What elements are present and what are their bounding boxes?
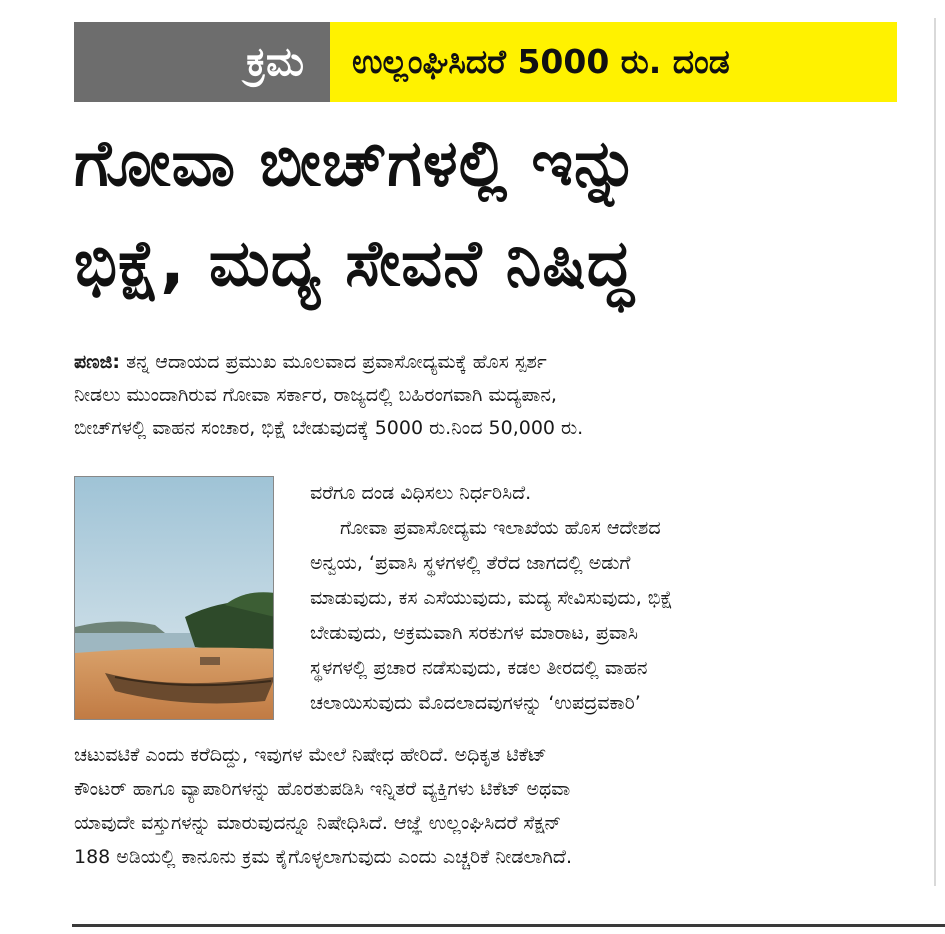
article-line: ವರೆಗೂ ದಂಡ ವಿಧಿಸಲು ನಿರ್ಧರಿಸಿದೆ. [310, 482, 532, 504]
kicker-tag: ಕ್ರಮ [74, 22, 330, 102]
article-line: ಚಲಾಯಿಸುವುದು ಮೊದಲಾದವುಗಳನ್ನು ‘ಉಪದ್ರವಕಾರಿ’ [310, 692, 641, 714]
column-divider [934, 18, 936, 886]
article-line: ಅನ್ವಯ, ‘ಪ್ರವಾಸಿ ಸ್ಥಳಗಳಲ್ಲಿ ತೆರೆದ ಜಾಗದಲ್ಲಿ ಅಡುಗೆ [310, 552, 631, 574]
article-line: ಬೇಡುವುದು, ಅಕ್ರಮವಾಗಿ ಸರಕುಗಳ ಮಾರಾಟ, ಪ್ರವಾಸಿ [310, 622, 638, 644]
article-body-bottom [74, 738, 900, 874]
article-body-top [74, 346, 900, 445]
article-body-wrap [310, 476, 900, 721]
article-line: ಬೀಚ್‌ಗಳಲ್ಲಿ ವಾಹನ ಸಂಚಾರ, ಭಿಕ್ಷೆ ಬೇಡುವುದಕ್ಕೆ 5000 ರು.ನಿಂದ 50,000 ರು. [74, 417, 584, 439]
article-line: ಮಾಡುವುದು, ಕಸ ಎಸೆಯುವುದು, ಮದ್ಯ ಸೇವಿಸುವುದು, ಭಿಕ್ಷೆ [310, 587, 673, 609]
kicker-text: ಉಲ್ಲಂಘಿಸಿದರೆ 5000 ರು. ದಂಡ [330, 22, 897, 102]
article-line [74, 346, 900, 379]
article-line: 188 ಅಡಿಯಲ್ಲಿ ಕಾನೂನು ಕ್ರಮ ಕೈಗೊಳ್ಳಲಾಗುವುದು ಎಂದು ಎಚ್ಚರಿಕೆ ನೀಡಲಾಗಿದೆ. [74, 846, 572, 868]
bottom-divider [72, 924, 945, 927]
article-line: ನೀಡಲು ಮುಂದಾಗಿರುವ ಗೋವಾ ಸರ್ಕಾರ, ರಾಜ್ಯದಲ್ಲಿ ಬಹಿರಂಗವಾಗಿ ಮದ್ಯಪಾನ, [74, 384, 557, 406]
headline-line: ಗೋವಾ ಬೀಚ್‌ಗಳಲ್ಲಿ ಇನ್ನು [74, 127, 640, 201]
dateline: ಪಣಜಿ: [74, 351, 121, 373]
article-line: ಕೌಂಟರ್ ಹಾಗೂ ವ್ಯಾಪಾರಿಗಳನ್ನು ಹೊರತುಪಡಿಸಿ ಇನ್ನಿತರೆ ವ್ಯಕ್ತಿಗಳು ಟಿಕೆಟ್ ಅಥವಾ [74, 778, 571, 800]
headline [74, 114, 904, 314]
article-text: ತನ್ನ ಆದಾಯದ ಪ್ರಮುಖ ಮೂಲವಾದ ಪ್ರವಾಸೋದ್ಯಮಕ್ಕೆ ಹೊಸ ಸ್ಪರ್ಶ [120, 351, 547, 373]
beach-boat-photo [74, 476, 274, 720]
article-line: ಚಟುವಟಿಕೆ ಎಂದು ಕರೆದಿದ್ದು, ಇವುಗಳ ಮೇಲೆ ನಿಷೇಧ ಹೇರಿದೆ. ಅಧಿಕೃತ ಟಿಕೆಟ್ [74, 744, 547, 766]
article-line: ಸ್ಥಳಗಳಲ್ಲಿ ಪ್ರಚಾರ ನಡೆಸುವುದು, ಕಡಲ ತೀರದಲ್ಲಿ ವಾಹನ [310, 657, 648, 679]
kicker-banner [74, 22, 897, 102]
article-line: ಗೋವಾ ಪ್ರವಾಸೋದ್ಯಮ ಇಲಾಖೆಯ ಹೊಸ ಆದೇಶದ [340, 517, 661, 539]
headline-line: ಭಿಕ್ಷೆ, ಮದ್ಯ ಸೇವನೆ ನಿಷಿದ್ಧ [74, 227, 635, 301]
article-line: ಯಾವುದೇ ವಸ್ತುಗಳನ್ನು ಮಾರುವುದನ್ನೂ ನಿಷೇಧಿಸಿದೆ. ಆಜ್ಞೆ ಉಲ್ಲಂಘಿಸಿದರೆ ಸೆಕ್ಷನ್ [74, 812, 562, 834]
